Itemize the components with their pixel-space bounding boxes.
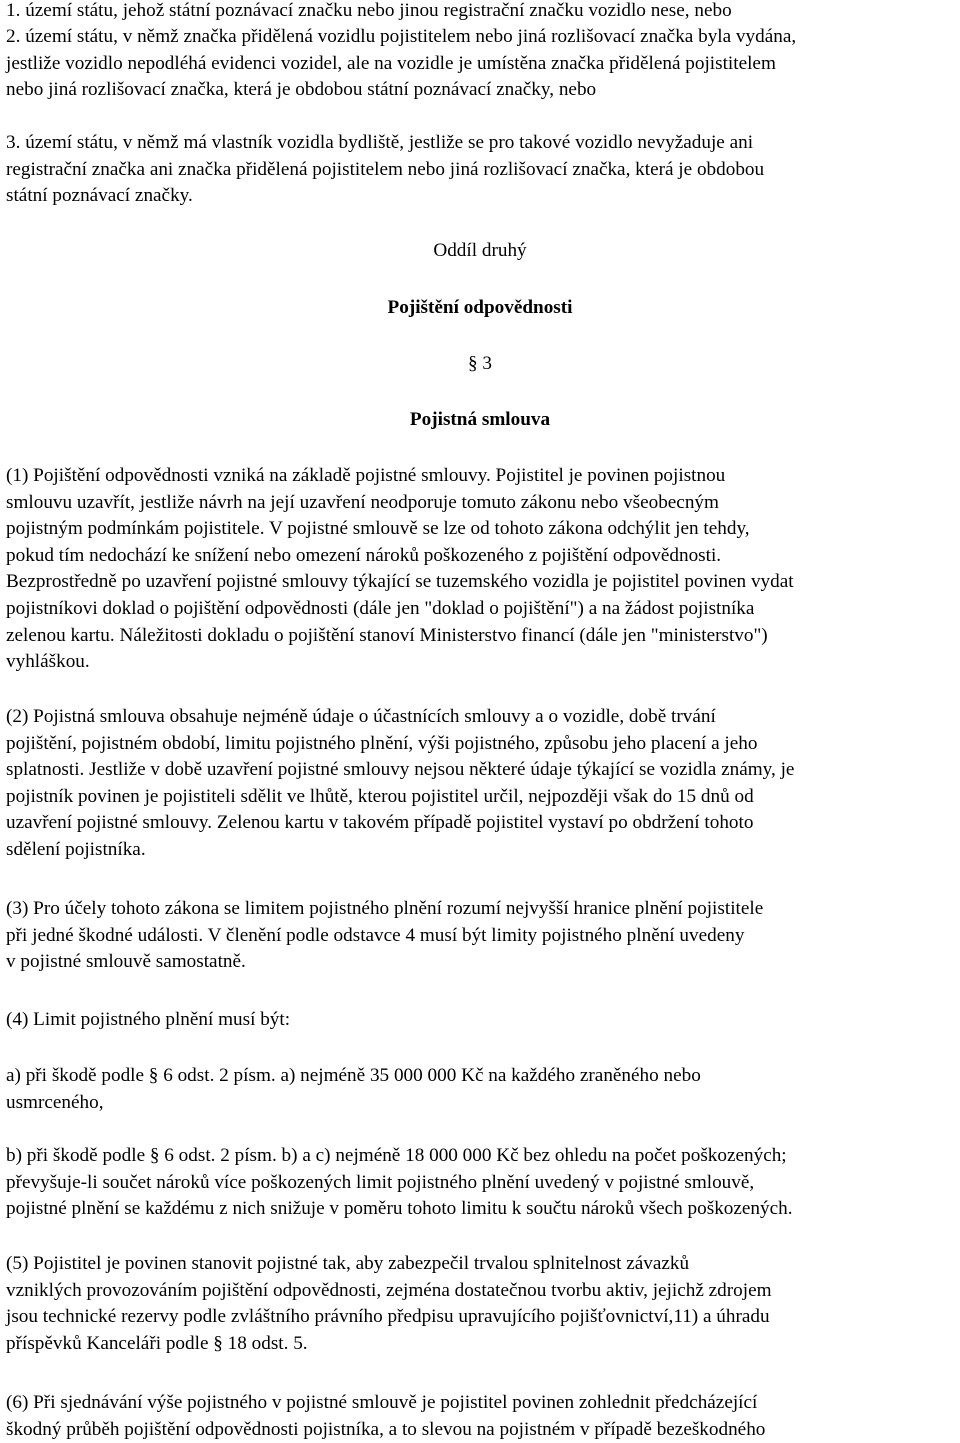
paragraph-5: (5) Pojistitel je povinen stanovit pojistné tak, aby zabezpečil trvalou splnitelnost závazků vzniklých provozováním pojištění odpovědnosti, zejména dostatečnou tvorbu aktiv, jejichž zdrojem jsou technické rezervy podle zvláštního právního předpisu upravujícího pojišťovnictví,11) a úhradu příspěvků Kanceláři podle § 18 odst. 5.: [6, 1253, 772, 1354]
list-item-a: a) při škodě podle § 6 odst. 2 písm. a) nejméně 35 000 000 Kč na každého zraněného nebo usmrceného,: [6, 1065, 701, 1113]
paragraph-6: (6) Při sjednávání výše pojistného v pojistné smlouvě je pojistitel povinen zohlednit předcházející škodný průběh pojištění odpovědnosti pojistníka, a to slevou na pojistném v případě bezeškodného: [6, 1392, 766, 1440]
section-title: Pojistná smlouva: [409, 409, 551, 430]
part-name: Pojištění odpovědnosti: [387, 297, 573, 318]
part-title: Oddíl druhý: [433, 240, 527, 261]
paragraph-3: (3) Pro účely tohoto zákona se limitem pojistného plnění rozumí nejvyšší hranice plnění pojistitele při jedné škodné události. V členění podle odstavce 4 musí být limity pojistného plnění uvedeny v pojistné smlouvě samostatně.: [6, 898, 764, 973]
paragraph-1: (1) Pojištění odpovědnosti vzniká na základě pojistné smlouvy. Pojistitel je povinen pojistnou smlouvu uzavřít, jestliže návrh na její uzavření neodporuje tomuto zákonu nebo všeobecným pojistným podmínkám pojistitele. V pojistné smlouvě se lze od tohoto zákona odchýlit jen tehdy, pokud tím nedochází ke snížení nebo omezení nároků poškozeného z pojištění odpovědnosti. Bezprostředně po uzavření pojistné smlouvy týkající se tuzemského vozidla je pojistitel povinen vydat pojistníkovi doklad o pojištění odpovědnosti (dále jen "doklad o pojištění") a na žádost pojistníka zelenou kartu. Náležitosti dokladu o pojištění stanoví Ministerstvo financí (dále jen "ministerstvo") vyhláškou.: [6, 465, 794, 673]
paragraph-2: (2) Pojistná smlouva obsahuje nejméně údaje o účastnících smlouvy a o vozidle, době trvání pojištění, pojistném období, limitu pojistného plnění, výši pojistného, způsobu jeho placení a jeho splatnosti. Jestliže v době uzavření pojistné smlouvy nejsou některé údaje týkající se vozidla známy, je pojistník povinen je pojistiteli sdělit ve lhůtě, kterou pojistitel určil, nejpozději však do 15 dnů od uzavření pojistné smlouvy. Zelenou kartu v takovém případě pojistitel vystaví po obdržení tohoto sdělení pojistníka.: [6, 706, 795, 860]
intro-item-3: 3. území státu, v němž má vlastník vozidla bydliště, jestliže se pro takové vozidlo nevyžaduje ani registrační značka ani značka přidělená pojistitelem nebo jiná rozlišovací značka, která je obdobou státní poznávací značky.: [6, 132, 765, 207]
list-item-b: b) při škodě podle § 6 odst. 2 písm. b) a c) nejméně 18 000 000 Kč bez ohledu na počet poškozených; převyšuje-li součet nároků více poškozených limit pojistného plnění uvedený v pojistné smlouvě, pojistné plnění se každému z nich snižuje v poměru tohoto limitu k součtu nároků všech poškozených.: [6, 1145, 793, 1220]
intro-item-1: 1. území státu, jehož státní poznávací značku nebo jinou registrační značku vozidlo nese, nebo: [6, 0, 732, 21]
paragraph-4: (4) Limit pojistného plnění musí být:: [6, 1009, 291, 1030]
section-number: § 3: [468, 353, 492, 374]
intro-item-2: 2. území státu, v němž značka přidělená vozidlu pojistitelem nebo jiná rozlišovací značka byla vydána, jestliže vozidlo nepodléhá evidenci vozidel, ale na vozidle je umístěna značka přidělená pojistitelem nebo jiná rozlišovací značka, která je obdobou státní poznávací značky, nebo: [6, 26, 797, 101]
